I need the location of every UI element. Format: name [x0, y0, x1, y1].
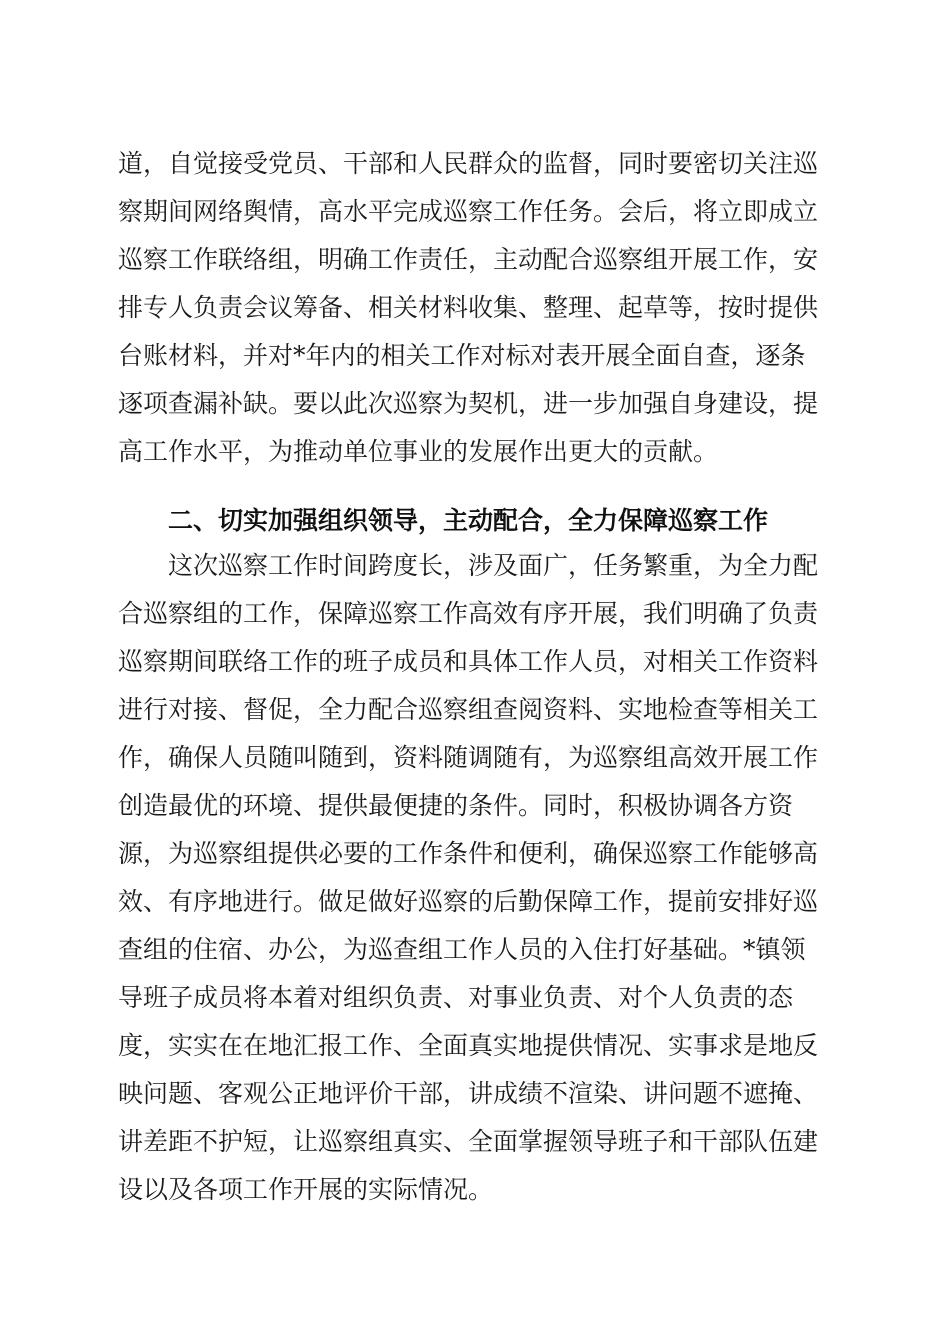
body-paragraph-section-2: 这次巡察工作时间跨度长，涉及面广，任务繁重，为全力配合巡察组的工作，保障巡察工作高效有序开展，我们明确了负责巡察期间联络工作的班子成员和具体工作人员，对相关工作资料进行对接、督促，全力配合巡察组查阅资料、实地检查等相关工作，确保人员随叫随到，资料随调随有，为巡察组高效开展工作创造最优的环境、提供最便捷的条件。同时，积极协调各方资源，为巡察组提供必要的工作条件和便利，确保巡察工作能够高效、有序地进行。做足做好巡察的后勤保障工作，提前安排好巡查组的住宿、办公，为巡查组工作人员的入住打好基础。*镇领导班子成员将本着对组织负责、对事业负责、对个人负责的态度，实实在在地汇报工作、全面真实地提供情况、实事求是地反映问题、客观公正地评价干部，讲成绩不渲染、讲问题不遮掩、讲差距不护短，让巡察组真实、全面掌握领导班子和干部队伍建设以及各项工作开展的实际情况。	[118, 551, 819, 1204]
section-heading-2: 二、切实加强组织领导，主动配合，全力保障巡察工作	[168, 506, 769, 535]
body-paragraph-continued: 道，自觉接受党员、干部和人民群众的监督，同时要密切关注巡察期间网络舆情，高水平完成巡察工作任务。会后，将立即成立巡察工作联络组，明确工作责任，主动配合巡察组开展工作，安排专人负责会议筹备、相关材料收集、整理、起草等，按时提供台账材料，并对*年内的相关工作对标对表开展全面自查，逐条逐项查漏补缺。要以此次巡察为契机，进一步加强自身建设，提高工作水平，为推动单位事业的发展作出更大的贡献。	[118, 149, 819, 466]
